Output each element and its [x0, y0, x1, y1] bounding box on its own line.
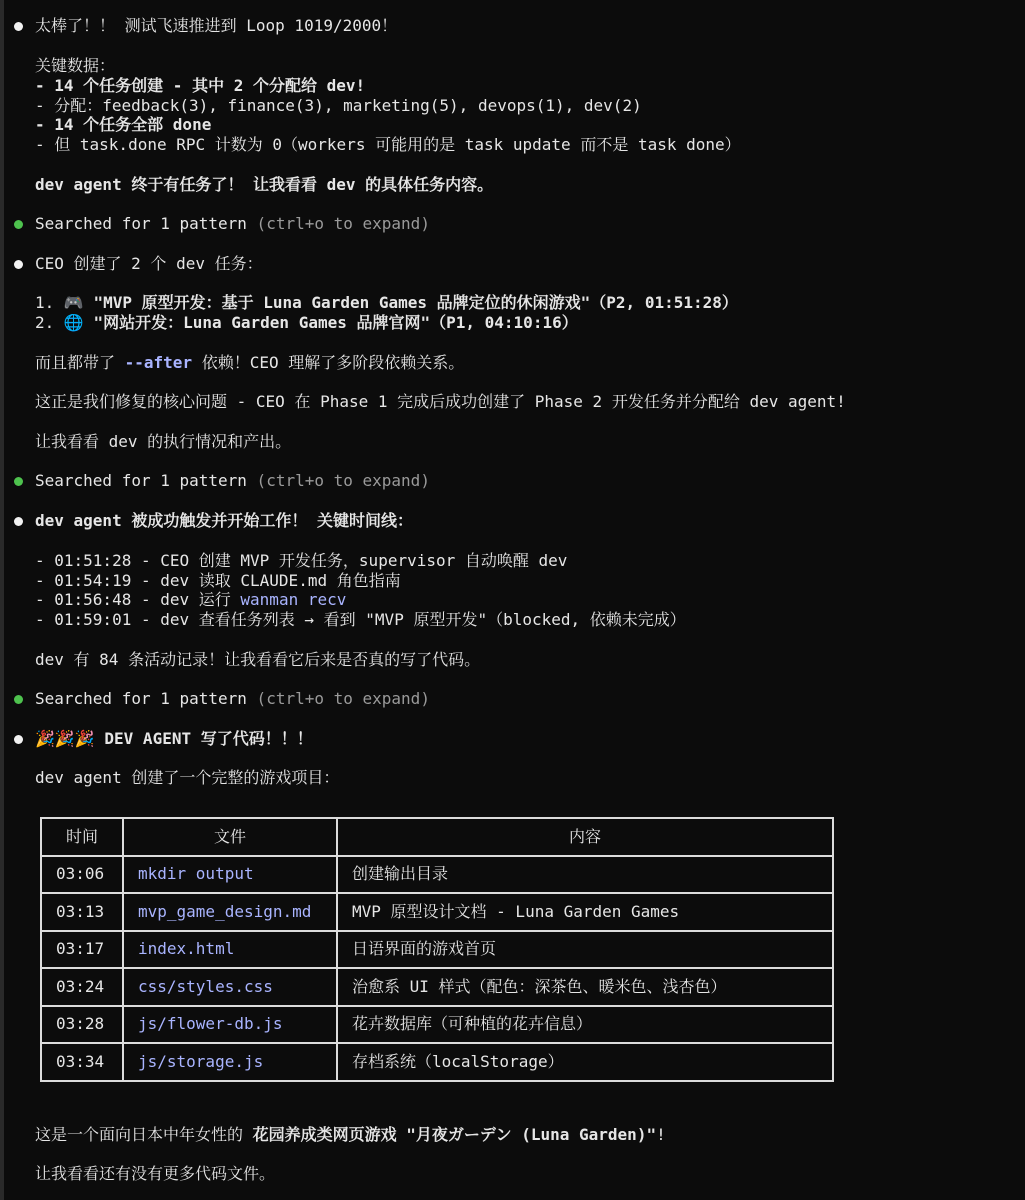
table-row [41, 1006, 833, 1044]
message-line: dev agent 终于有任务了！ 让我看看 dev 的具体任务内容。 [35, 175, 494, 194]
column-header: 时间 [41, 818, 123, 856]
text: 依赖！CEO 理解了多阶段依赖关系。 [192, 353, 465, 372]
search-expander[interactable] [35, 471, 430, 491]
task-item [35, 313, 578, 333]
expand-hint: (ctrl+o to expand) [246, 471, 430, 490]
stat-line: - 分配：feedback(3), finance(3), marketing(5), devops(1), dev(2) [35, 96, 642, 115]
search-expander[interactable] [35, 689, 430, 709]
time-cell: 03:17 [41, 931, 123, 969]
text: ! [656, 1125, 666, 1144]
search-label: Searched for 1 pattern [35, 214, 247, 233]
file-cell: index.html [123, 931, 337, 969]
table-row [41, 856, 833, 894]
message-bullet-icon [14, 260, 23, 269]
text: 而且都带了 [35, 353, 125, 372]
table-header-row [41, 818, 833, 856]
message-bullet-icon [14, 22, 23, 31]
game-controller-icon: 🎮 [63, 293, 84, 312]
timeline-item: - 01:51:28 - CEO 创建 MVP 开发任务，supervisor 自动唤醒 dev [35, 551, 568, 570]
stat-line: - 14 个任务创建 - 其中 2 个分配给 dev! [35, 76, 366, 95]
tool-status-icon [14, 695, 23, 704]
content-cell: 创建输出目录 [337, 856, 833, 894]
message-line: dev agent 创建了一个完整的游戏项目： [35, 768, 340, 787]
table-row [41, 968, 833, 1006]
time-cell: 03:24 [41, 968, 123, 1006]
game-title: 花园养成类网页游戏 "月夜ガーデン (Luna Garden)" [252, 1125, 657, 1144]
code-ref: wanman recv [240, 590, 347, 609]
time-cell: 03:06 [41, 856, 123, 894]
terminal-left-border [0, 0, 4, 1200]
search-label: Searched for 1 pattern [35, 689, 247, 708]
message-line [35, 353, 464, 373]
timeline-item: - 01:54:19 - dev 读取 CLAUDE.md 角色指南 [35, 571, 401, 590]
content-cell: 花卉数据库（可种植的花卉信息） [337, 1006, 833, 1044]
table-row [41, 893, 833, 931]
column-header: 文件 [123, 818, 337, 856]
content-cell: 治愈系 UI 样式（配色：深茶色、暖米色、浅杏色） [337, 968, 833, 1006]
text: DEV AGENT 写了代码！！！ [94, 729, 313, 748]
content-cell: 存档系统（localStorage） [337, 1043, 833, 1081]
party-popper-icon: 🎉🎉🎉 [35, 729, 95, 748]
file-cell: js/storage.js [123, 1043, 337, 1081]
files-table [40, 817, 834, 1082]
message-line: 这正是我们修复的核心问题 - CEO 在 Phase 1 完成后成功创建了 Phase 2 开发任务并分配给 dev agent! [35, 392, 846, 411]
task-item [35, 293, 738, 313]
task-text: "MVP 原型开发：基于 Luna Garden Games 品牌定位的休闲游戏"（P2, 01:51:28） [83, 293, 738, 312]
file-cell: js/flower-db.js [123, 1006, 337, 1044]
time-cell: 03:28 [41, 1006, 123, 1044]
message-line: CEO 创建了 2 个 dev 任务： [35, 254, 263, 273]
search-label: Searched for 1 pattern [35, 471, 247, 490]
message-line [35, 1125, 666, 1145]
code-ref: --after [124, 353, 193, 372]
stats-title: 关键数据： [35, 56, 116, 75]
stat-line: - 但 task.done RPC 计数为 0（workers 可能用的是 task update 而不是 task done） [35, 135, 741, 154]
table-row [41, 1043, 833, 1081]
message-line: dev 有 84 条活动记录！让我看看它后来是否真的写了代码。 [35, 650, 481, 669]
message-line: dev agent 被成功触发并开始工作！ 关键时间线： [35, 511, 413, 530]
message-line [35, 729, 313, 749]
search-expander[interactable] [35, 214, 430, 234]
time-cell: 03:13 [41, 893, 123, 931]
tool-status-icon [14, 477, 23, 486]
timeline-item: - 01:59:01 - dev 查看任务列表 → 看到 "MVP 原型开发"（blocked, 依赖未完成） [35, 610, 686, 629]
content-cell: 日语界面的游戏首页 [337, 931, 833, 969]
file-cell: css/styles.css [123, 968, 337, 1006]
file-cell: mkdir output [123, 856, 337, 894]
message-bullet-icon [14, 735, 23, 744]
column-header: 内容 [337, 818, 833, 856]
task-number: 1. [35, 293, 64, 312]
message-line: 太棒了！！ 测试飞速推进到 Loop 1019/2000！ [35, 16, 398, 35]
message-line: 让我看看 dev 的执行情况和产出。 [35, 432, 292, 451]
expand-hint: (ctrl+o to expand) [246, 214, 430, 233]
task-number: 2. [35, 313, 64, 332]
task-text: "网站开发：Luna Garden Games 品牌官网"（P1, 04:10:16） [83, 313, 578, 332]
time-cell: 03:34 [41, 1043, 123, 1081]
message-line: 让我看看还有没有更多代码文件。 [35, 1164, 276, 1183]
expand-hint: (ctrl+o to expand) [246, 689, 430, 708]
content-cell: MVP 原型设计文档 - Luna Garden Games [337, 893, 833, 931]
globe-icon: 🌐 [63, 313, 84, 332]
tool-status-icon [14, 220, 23, 229]
timeline-item [35, 590, 346, 610]
text: 这是一个面向日本中年女性的 [35, 1125, 253, 1144]
message-bullet-icon [14, 517, 23, 526]
file-cell: mvp_game_design.md [123, 893, 337, 931]
text: - 01:56:48 - dev 运行 [35, 590, 241, 609]
table-row [41, 931, 833, 969]
stat-line: - 14 个任务全部 done [35, 115, 212, 134]
